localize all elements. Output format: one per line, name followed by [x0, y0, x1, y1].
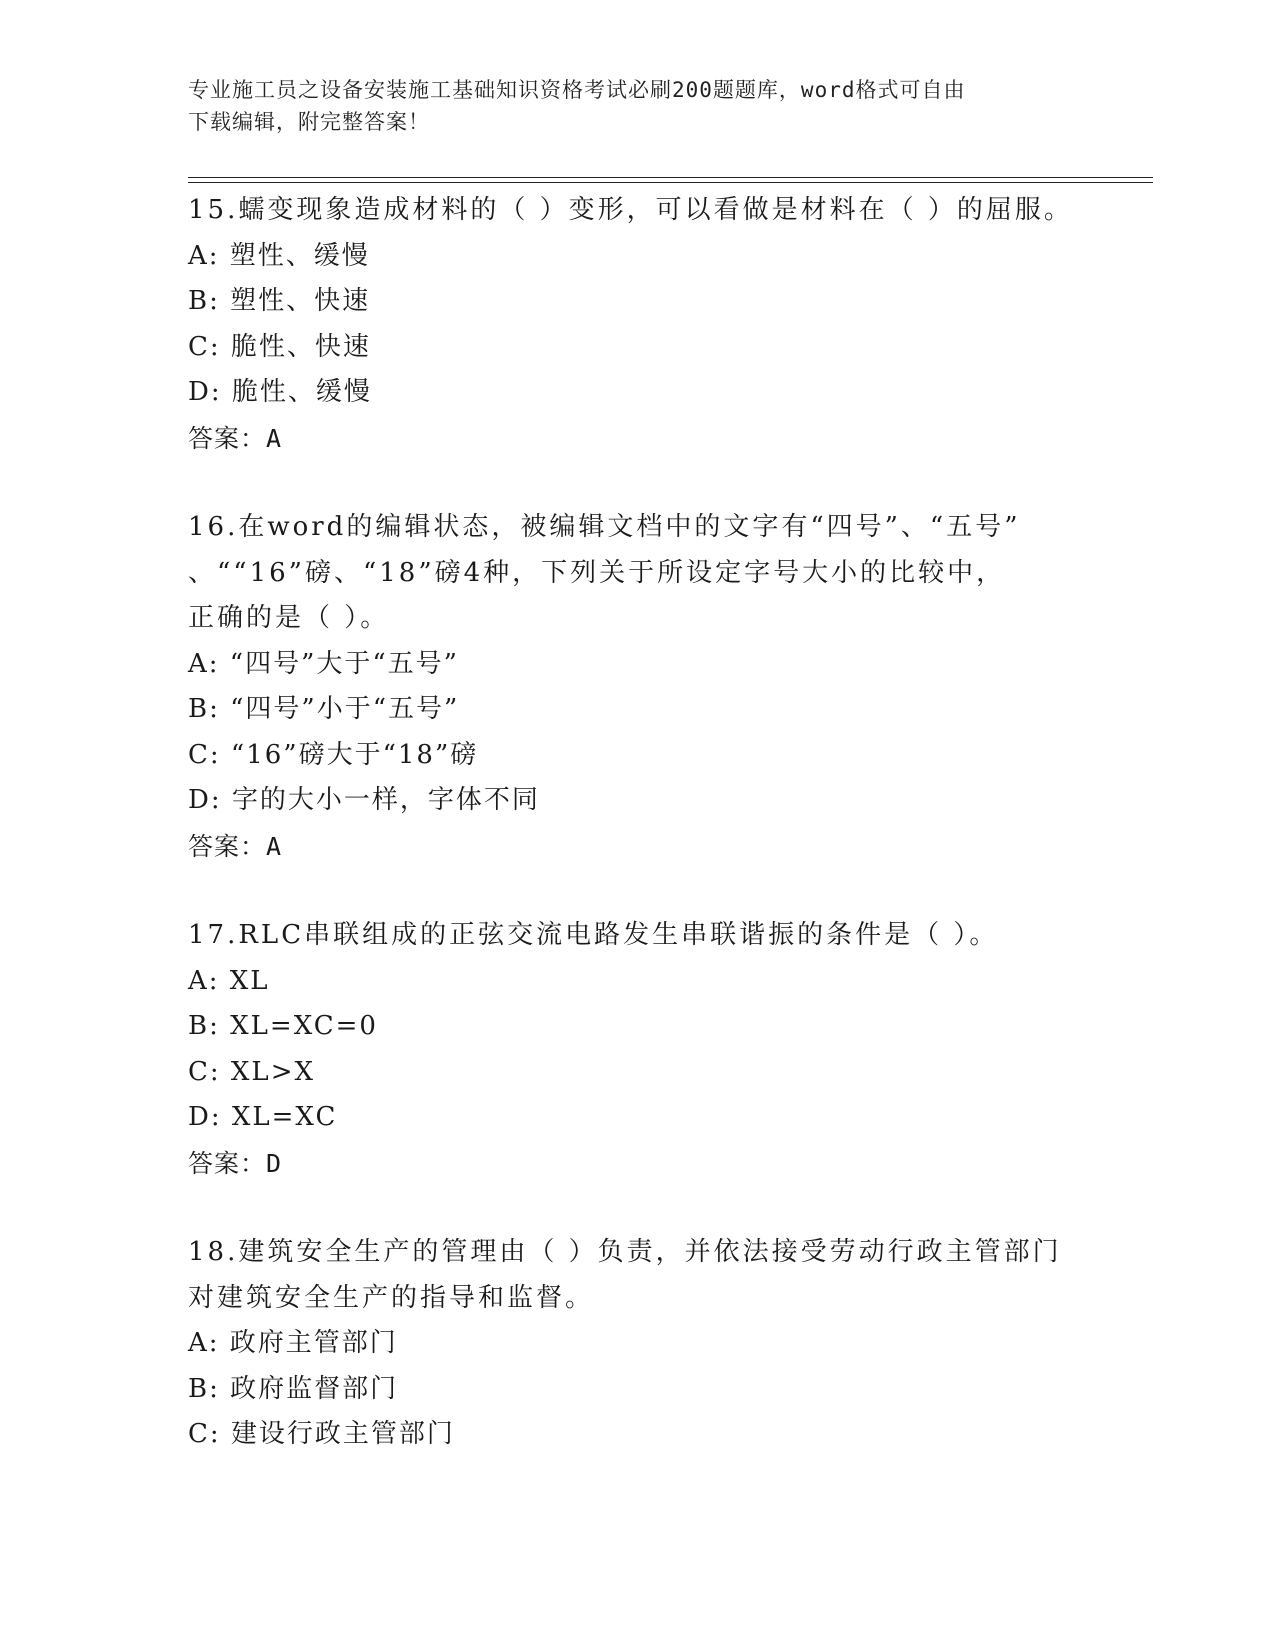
stem-line: 对建筑安全生产的指导和监督。: [188, 1282, 595, 1313]
option-d: D: 脆性、缓慢: [188, 377, 372, 407]
question-15: [188, 188, 1088, 461]
answer-label: 答案：: [188, 831, 267, 861]
option-d: D: XL=XC: [188, 1102, 338, 1132]
option-a: A: 政府主管部门: [188, 1328, 398, 1358]
question-gap: [188, 1186, 1088, 1230]
question-stem: [188, 913, 1088, 959]
option-b: B: 政府监督部门: [188, 1373, 399, 1404]
option-c: C: 建设行政主管部门: [188, 1419, 455, 1449]
header-divider-bottom: [188, 182, 1153, 183]
answer-value: D: [266, 1148, 283, 1178]
answer-value: A: [266, 423, 283, 453]
stem-line: 16.在word的编辑状态，被编辑文档中的文字有“四号”、“五号”: [188, 512, 1021, 542]
option-b: B: 塑性、快速: [188, 286, 371, 316]
header-line-2: 下载编辑，附完整答案！: [188, 110, 430, 134]
option-a: A: XL: [188, 965, 270, 996]
option-a: A: “四号”大于“五号”: [188, 648, 459, 679]
stem-line: 17.RLC串联组成的正弦交流电路发生串联谐振的条件是（ ）。: [188, 920, 999, 950]
question-gap: [188, 869, 1088, 913]
question-16: [188, 505, 1088, 869]
option-c: C: “16”磅大于“18”磅: [188, 739, 479, 770]
stem-line: 正确的是（ ）。: [188, 603, 390, 633]
question-list: [188, 188, 1088, 1458]
option-b: B: XL=XC=0: [188, 1011, 378, 1041]
question-stem: [188, 505, 1088, 642]
document-header: [188, 74, 1068, 138]
option-c: C: 脆性、快速: [188, 331, 371, 362]
answer-label: 答案：: [188, 423, 267, 453]
question-18: [188, 1230, 1088, 1458]
stem-line: 15.蠕变现象造成材料的（ ）变形，可以看做是材料在（ ）的屈服。: [188, 195, 1073, 225]
header-divider-top: [188, 177, 1153, 178]
question-gap: [188, 461, 1088, 505]
option-a: A: 塑性、缓慢: [188, 240, 370, 271]
option-d: D: 字的大小一样，字体不同: [188, 785, 540, 815]
answer-line: [188, 416, 1088, 462]
question-17: [188, 913, 1088, 1186]
option-c: C: XL>X: [188, 1056, 315, 1087]
answer-value: A: [266, 831, 283, 861]
question-stem: [188, 188, 1088, 234]
answer-label: 答案：: [188, 1148, 267, 1178]
answer-line: [188, 824, 1088, 870]
question-stem: [188, 1230, 1088, 1321]
stem-line: 18.建筑安全生产的管理由（ ）负责，并依法接受劳动行政主管部门: [188, 1237, 1062, 1267]
stem-line: 、““16”磅、“18”磅4种，下列关于所设定字号大小的比较中，: [188, 557, 1006, 588]
option-b: B: “四号”小于“五号”: [188, 694, 460, 724]
answer-line: [188, 1141, 1088, 1187]
header-line-1: 专业施工员之设备安装施工基础知识资格考试必刷200题题库，word格式可自由: [188, 78, 966, 102]
